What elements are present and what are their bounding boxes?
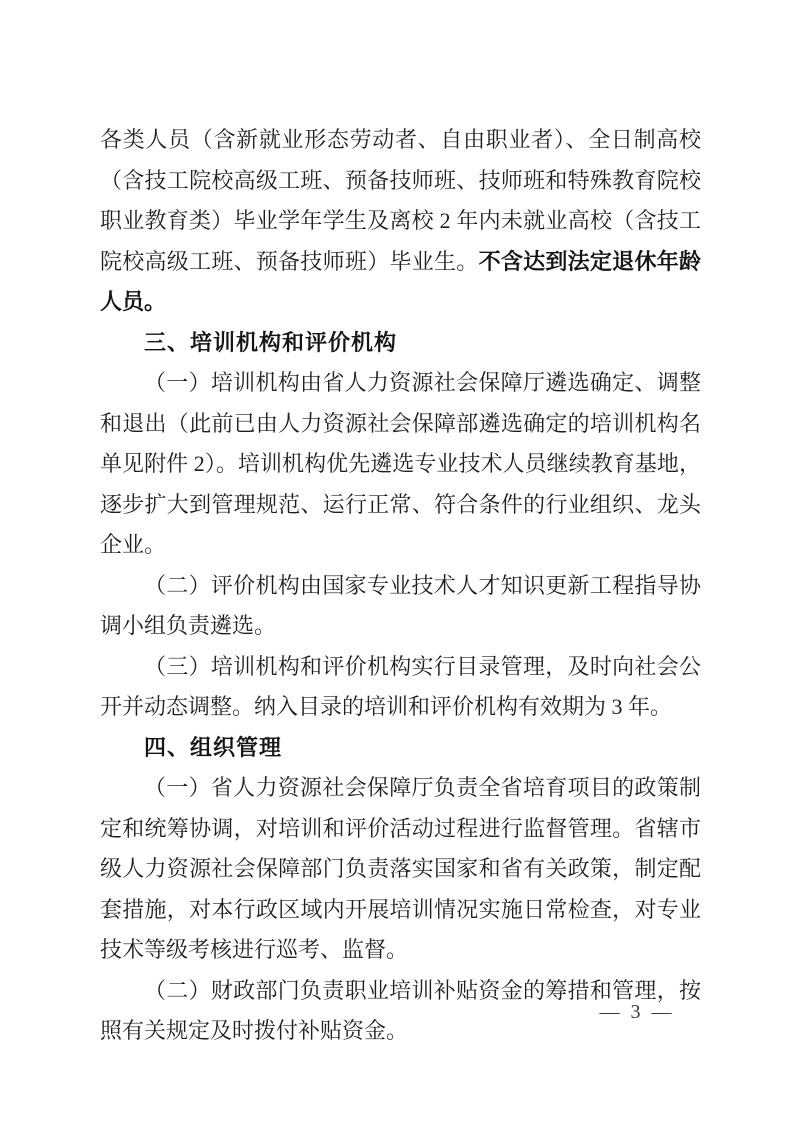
text-run: （二）财政部门负责职业培训补贴资金的筹措和管理，按照有关规定及时拨付补贴资金。 [100,977,701,1043]
paragraph [100,768,701,971]
text-run: （一）培训机构由省人力资源社会保障厅遴选确定、调整和退出（此前已由人力资源社会保障部遴选确定的培训机构名单见附件 2）。培训机构优先遴选专业技术人员继续教育基地，逐步扩大到管理规范、运行正常、符合条件的行业组织、龙头企业。 [100,370,701,557]
paragraph [100,566,701,647]
text-run: 四、组织管理 [144,734,283,760]
page-number: — 3 — [599,1001,675,1023]
text-run: 不含达到法定退休年龄人员。 [100,248,701,314]
paragraph [100,363,701,566]
section-heading [100,728,701,769]
paragraph [100,120,701,323]
document-body [100,120,701,1052]
text-run: （一）省人力资源社会保障厅负责全省培育项目的政策制定和统筹协调，对培训和评价活动过程进行监督管理。省辖市级人力资源社会保障部门负责落实国家和省有关政策，制定配套措施，对本行政区域内开展培训情况实施日常检查，对专业技术等级考核进行巡考、监督。 [100,775,701,962]
text-run: （三）培训机构和评价机构实行目录管理，及时向社会公开并动态调整。纳入目录的培训和评价机构有效期为 3 年。 [100,653,701,719]
section-heading [100,323,701,364]
text-run: （二）评价机构由国家专业技术人才知识更新工程指导协调小组负责遴选。 [100,572,701,638]
text-run: 三、培训机构和评价机构 [144,329,398,355]
text-run: 各类人员（含新就业形态劳动者、自由职业者）、全日制高校（含技工院校高级工班、预备技师班、技师班和特殊教育院校职业教育类）毕业学年学生及离校 2 年内未就业高校（含技工院校高级工班、预备技师班）毕业生。 [100,127,701,274]
paragraph [100,647,701,728]
